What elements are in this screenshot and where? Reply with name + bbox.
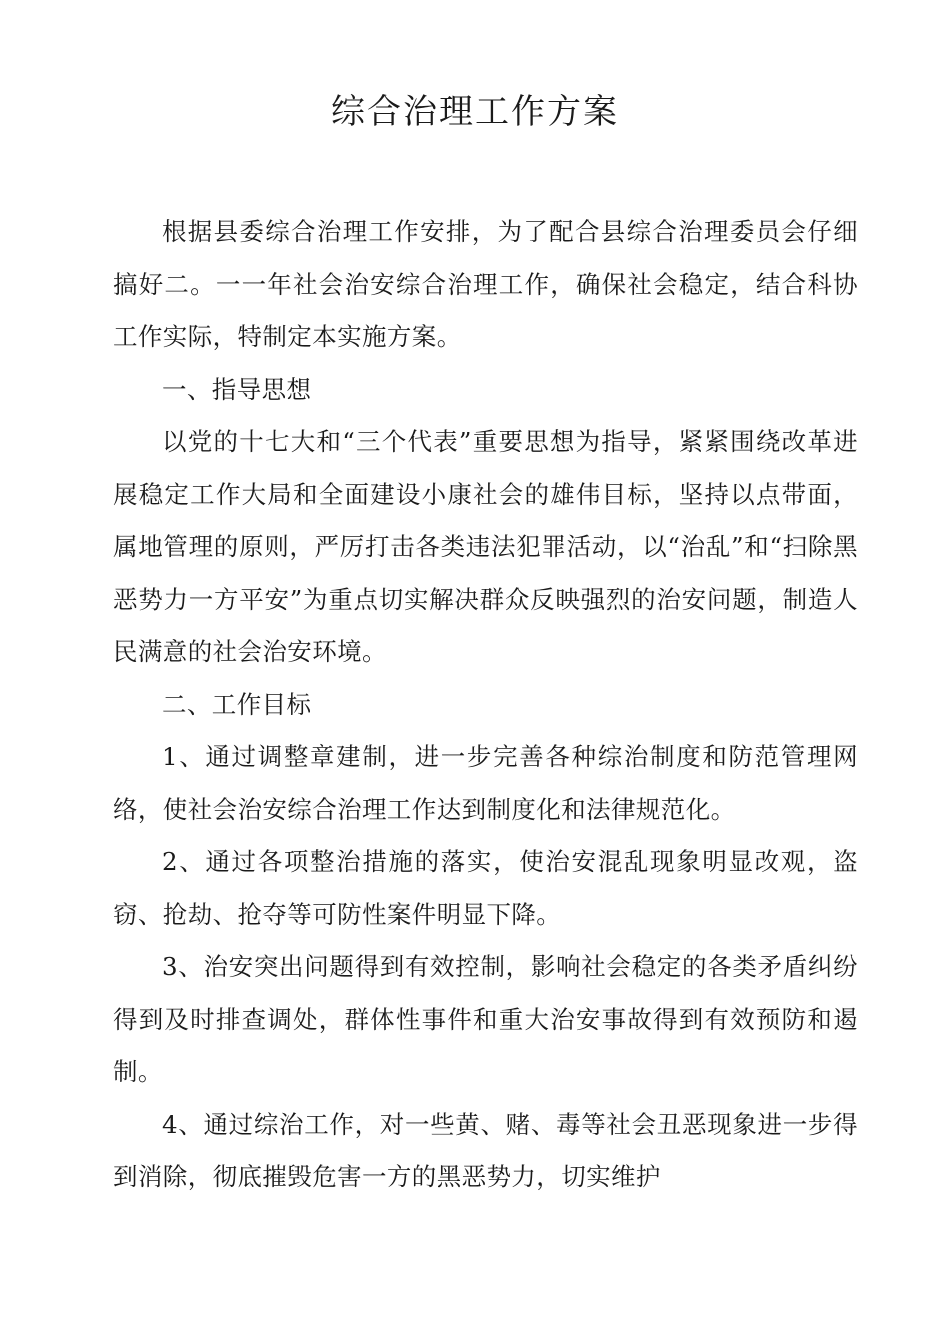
intro-paragraph: 根据县委综合治理工作安排，为了配合县综合治理委员会仔细搞好二。一一年社会治安综合治理工作，确保社会稳定，结合科协工作实际，特制定本实施方案。 <box>113 217 858 351</box>
goal-item-2: 2、通过各项整治措施的落实，使治安混乱现象明显改观，盗窃、抢劫、抢夺等可防性案件明显下降。 <box>113 847 858 929</box>
document-title: 综合治理工作方案 <box>331 92 619 132</box>
goal-item-3: 3、治安突出问题得到有效控制，影响社会稳定的各类矛盾纠纷得到及时排查调处，群体性事件和重大治安事故得到有效预防和遏制。 <box>113 952 858 1086</box>
guiding-ideology-paragraph: 以党的十七大和“三个代表”重要思想为指导，紧紧围绕改革进展稳定工作大局和全面建设小康社会的雄伟目标，坚持以点带面，属地管理的原则，严厉打击各类违法犯罪活动，以“治乱”和“扫除黑恶势力一方平安”为重点切实解决群众反映强烈的治安问题，制造人民满意的社会治安环境。 <box>113 427 858 666</box>
section-heading-work-goals: 二、工作目标 <box>162 689 312 719</box>
goal-item-1: 1、通过调整章建制，进一步完善各种综治制度和防范管理网络，使社会治安综合治理工作达到制度化和法律规范化。 <box>113 742 858 824</box>
section-heading-guiding-ideology: 一、指导思想 <box>162 374 312 404</box>
document-body <box>113 206 858 1204</box>
goal-item-4: 4、通过综治工作，对一些黄、赌、毒等社会丑恶现象进一步得到消除，彻底摧毁危害一方的黑恶势力，切实维护 <box>113 1109 858 1191</box>
